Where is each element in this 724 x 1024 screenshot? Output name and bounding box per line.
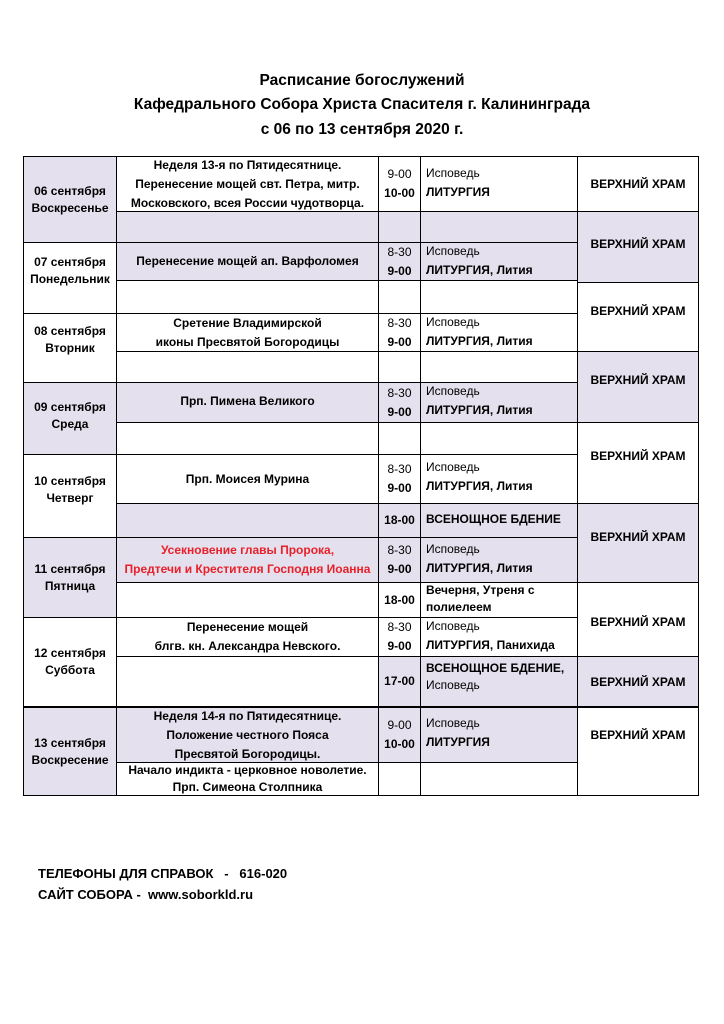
weekday: Суббота: [45, 663, 95, 677]
weekday: Воскресенье: [31, 200, 109, 215]
feast-name-13: Неделя 14-я по Пятидесятнице. Положение честного Пояса Пресвятой Богородицы.: [153, 708, 342, 761]
feast-name-12: Перенесение мощей блгв. кн. Александра Невского.: [154, 620, 341, 653]
services-13: Исповедь ЛИТУРГИЯ: [426, 716, 490, 749]
weekday: Понедельник: [30, 271, 110, 286]
feast-name-13-extra: Начало индикта - церковное новолетие. Прп. Симеона Столпника: [128, 763, 367, 794]
services-11-evening: Вечерня, Утреня с полиелеем: [426, 583, 535, 614]
location-cell: ВЕРХНИЙ ХРАМ: [590, 373, 686, 387]
feast-name-06: Неделя 13-я по Пятидесятнице. Перенесение мощей свт. Петра, митр. Московского, всея России чудотворца.: [130, 157, 365, 210]
services-06: Исповедь ЛИТУРГИЯ: [426, 166, 490, 199]
location-cell: ВЕРХНИЙ ХРАМ: [590, 530, 686, 544]
location-cell: ВЕРХНИЙ ХРАМ: [590, 674, 686, 689]
weekday: Пятница: [44, 578, 96, 593]
time-12-evening: 17-00: [384, 674, 415, 688]
location-cell: ВЕРХНИЙ ХРАМ: [590, 237, 686, 251]
website-info: САЙТ СОБОРА - www.soborkld.ru: [38, 887, 254, 902]
weekday: Вторник: [45, 341, 95, 355]
time-10: 8-30 9-00: [387, 462, 412, 495]
sub-row-06-bg: [116, 211, 577, 242]
location-cell: ВЕРХНИЙ ХРАМ: [590, 614, 686, 629]
weekday: Среда: [51, 416, 89, 431]
date: 12 сентября: [34, 646, 106, 660]
weekday: Четверг: [46, 491, 94, 505]
time-12: 8-30 9-00: [387, 620, 412, 653]
date: 06 сентября: [34, 183, 106, 198]
services-12-evening: ВСЕНОЩНОЕ БДЕНИЕ, Исповедь: [426, 661, 565, 692]
day-cell-13: [24, 708, 116, 795]
date: 08 сентября: [34, 324, 106, 338]
day-cell-11: [24, 538, 116, 617]
phone-info: ТЕЛЕФОНЫ ДЛЯ СПРАВОК - 616-020: [38, 866, 288, 881]
services-10: Исповедь ЛИТУРГИЯ, Лития: [426, 460, 533, 493]
feast-name-07: Перенесение мощей ап. Варфоломея: [136, 254, 359, 268]
date: 13 сентября: [34, 735, 106, 750]
time-10-evening: 18-00: [384, 513, 415, 527]
location-cell: ВЕРХНИЙ ХРАМ: [590, 177, 686, 191]
time-13: 9-00 10-00: [384, 718, 415, 751]
services-07: Исповедь ЛИТУРГИЯ, Лития: [426, 244, 533, 277]
location-cell: ВЕРХНИЙ ХРАМ: [590, 728, 686, 742]
row-line: [116, 280, 577, 281]
date: 07 сентября: [34, 254, 106, 269]
services-10-evening: ВСЕНОЩНОЕ БДЕНИЕ: [426, 512, 561, 526]
schedule-title: Расписание богослужений: [259, 72, 465, 89]
location-cell: ВЕРХНИЙ ХРАМ: [590, 303, 686, 318]
location-cell: ВЕРХНИЙ ХРАМ: [590, 449, 686, 463]
cathedral-name: Кафедрального Собора Христа Спасителя г. Калининграда: [133, 96, 591, 113]
services-12: Исповедь ЛИТУРГИЯ, Панихида: [426, 619, 555, 652]
table-border-bottom: [23, 795, 699, 796]
date: 09 сентября: [34, 399, 106, 414]
feast-name-11: Усекновение главы Пророка, Предтечи и Крестителя Господня Иоанна: [124, 543, 371, 576]
time-11: 8-30 9-00: [387, 543, 412, 576]
day-cell-12: [24, 618, 116, 706]
time-08: 8-30 9-00: [387, 315, 412, 349]
time-06: 9-00 10-00: [384, 167, 415, 200]
day-cell-09: [24, 383, 116, 448]
day-cell-07: [24, 243, 116, 298]
services-09: Исповедь ЛИТУРГИЯ, Лития: [426, 384, 533, 417]
day-cell-06: [24, 157, 116, 242]
feast-name-08: Сретение Владимирской иконы Пресвятой Богородицы: [155, 315, 340, 349]
weekday: Воскресение: [31, 752, 109, 767]
day-cell-08: [24, 314, 116, 366]
date: 11 сентября: [34, 561, 106, 576]
time-11-evening: 18-00: [384, 592, 415, 607]
feast-name-09: Прп. Пимена Великого: [180, 393, 315, 408]
services-11: Исповедь ЛИТУРГИЯ, Лития: [426, 542, 533, 575]
table-border-right: [698, 156, 699, 795]
date-range: с 06 по 13 сентября 2020 г.: [260, 121, 464, 138]
time-07: 8-30 9-00: [387, 244, 412, 278]
date: 10 сентября: [34, 474, 106, 488]
services-08: Исповедь ЛИТУРГИЯ, Лития: [426, 315, 533, 348]
time-09: 8-30 9-00: [387, 385, 412, 419]
day-cell-10: [24, 455, 116, 525]
feast-name-10: Прп. Моисея Мурина: [185, 471, 310, 486]
